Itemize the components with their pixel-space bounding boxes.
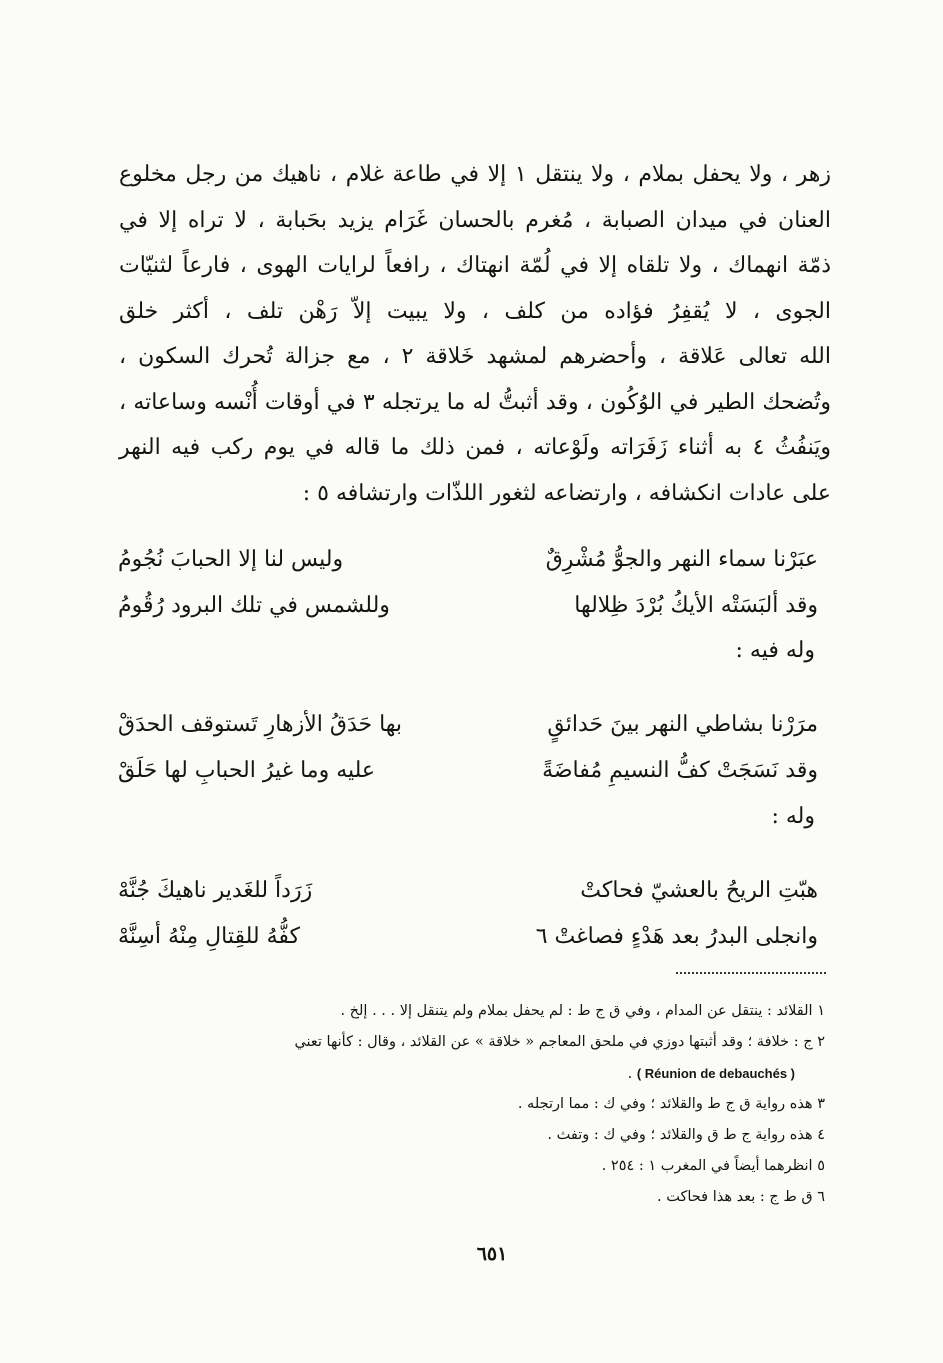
verse-first-hemistich: هبّتِ الريحُ بالعشيّ فحاكتْ xyxy=(580,878,818,903)
page-number: ٦٥١ xyxy=(476,1243,508,1265)
poem-intro: وله : xyxy=(771,804,815,829)
prose-line: زهر ، ولا يحفل بملام ، ولا ينتقل ١ إلا في طاعة غلام ، ناهيك من رجل مخلوع xyxy=(119,162,831,187)
poem-1 xyxy=(118,537,818,629)
verse-first-hemistich: مرَرْنا بشاطي النهر بينَ حَدائقٍ xyxy=(547,712,818,737)
footnote: ٦ ق ط ج : بعد هذا فحاكت . xyxy=(657,1189,825,1205)
poem-verse xyxy=(118,583,818,629)
verse-first-hemistich: وانجلى البدرُ بعد هَدْءٍ فصاغتْ ٦ xyxy=(535,924,818,949)
prose-line: الله تعالى عَلاقة ، وأحضرهم لمشهد خَلاقة ٢ ، مع جزالة تُحرك السكون ، xyxy=(119,344,832,369)
verse-second-hemistich: زَرَداً للغَدير ناهيكَ جُنَّهْ xyxy=(118,878,313,903)
footnote-continuation: ( Réunion de debauchés ) . xyxy=(627,1066,795,1082)
footnote-latin-gloss: ( Réunion de debauchés ) xyxy=(636,1066,795,1081)
footnote: ٥ انظرهما أيضاً في المغرب ١ : ٢٥٤ . xyxy=(601,1158,825,1174)
prose-line: ذمّة انهماك ، ولا تلقاه إلا في لُمّة انهتاك ، رافعاً لرايات الهوى ، فارعاً لثنيّات xyxy=(119,253,831,278)
poem-2 xyxy=(118,702,818,794)
prose-line: الجوى ، لا يُقفِرُ فؤاده من كلف ، ولا يبيت إلاّ رَهْن تلف ، أكثر خلق xyxy=(119,298,831,324)
verse-second-hemistich: بها حَدَقُ الأزهارِ تَستوقف الحدَقْ xyxy=(118,712,403,737)
poem-verse xyxy=(118,914,818,960)
footnote xyxy=(113,1027,825,1058)
prose-line: وتُضحك الطير في الوُكُون ، وقد أثبتُّ له ما يرتجله ٣ في أوقات أُنْسه وساعاته ، xyxy=(119,389,831,415)
verse-second-hemistich: وليس لنا إلا الحبابَ نُجُومُ xyxy=(118,547,344,572)
prose-line: على عادات انكشافه ، وارتضاعه لثغور اللذّات وارتشافه ٥ : xyxy=(302,480,831,506)
verse-second-hemistich: كفُّهُ للقِتالِ مِنْهُ أسِنَّهْ xyxy=(118,924,301,949)
poem-verse xyxy=(118,748,818,794)
prose-line: العنان في ميدان الصبابة ، مُغرم بالحسان غَرَام يزيد بحَبابة ، لا تراه إلا في xyxy=(119,207,831,233)
verse-first-hemistich: وقد نَسَجَتْ كفُّ النسيمِ مُفاضَةً xyxy=(542,758,818,783)
prose-line: ويَنفُثُ ٤ به أثناء زَفَرَاته ولَوْعاته ، فمن ذلك ما قاله في يوم ركب فيه النهر xyxy=(119,435,831,460)
footnote-separator xyxy=(676,972,826,974)
verse-first-hemistich: وقد ألبَسَتْه الأيكُ بُرْدَ ظِلالها xyxy=(574,593,818,618)
poem-verse xyxy=(118,537,818,583)
footnotes xyxy=(113,996,825,1213)
poem-intro: وله فيه : xyxy=(735,638,815,663)
footnote-text: ٢ ج : خلافة ؛ وقد أثبتها دوزي في ملحق المعاجم « خلاقة » عن القلائد ، وقال : كأنها تعني xyxy=(294,1034,825,1050)
footnote: ٤ هذه رواية ج ط ق والقلائد ؛ وفي ك : وتفث . xyxy=(547,1127,825,1143)
poem-verse xyxy=(118,702,818,748)
verse-second-hemistich: وللشمس في تلك البرود رُقُومُ xyxy=(118,593,390,618)
footnote: ١ القلائد : ينتقل عن المدام ، وفي ق ج ط : لم يحفل بملام ولم يتنقل إلا . . . إلخ . xyxy=(340,1003,825,1019)
poem-3 xyxy=(118,868,818,960)
verse-second-hemistich: عليه وما غيرُ الحبابِ لها حَلَقْ xyxy=(118,758,376,783)
poem-verse xyxy=(118,868,818,914)
prose-paragraph xyxy=(119,152,831,516)
footnote: ٣ هذه رواية ق ج ط والقلائد ؛ وفي ك : مما ارتجله . xyxy=(517,1096,825,1112)
verse-first-hemistich: عبَرْنا سماء النهر والجوُّ مُشْرِقٌ xyxy=(545,547,818,572)
